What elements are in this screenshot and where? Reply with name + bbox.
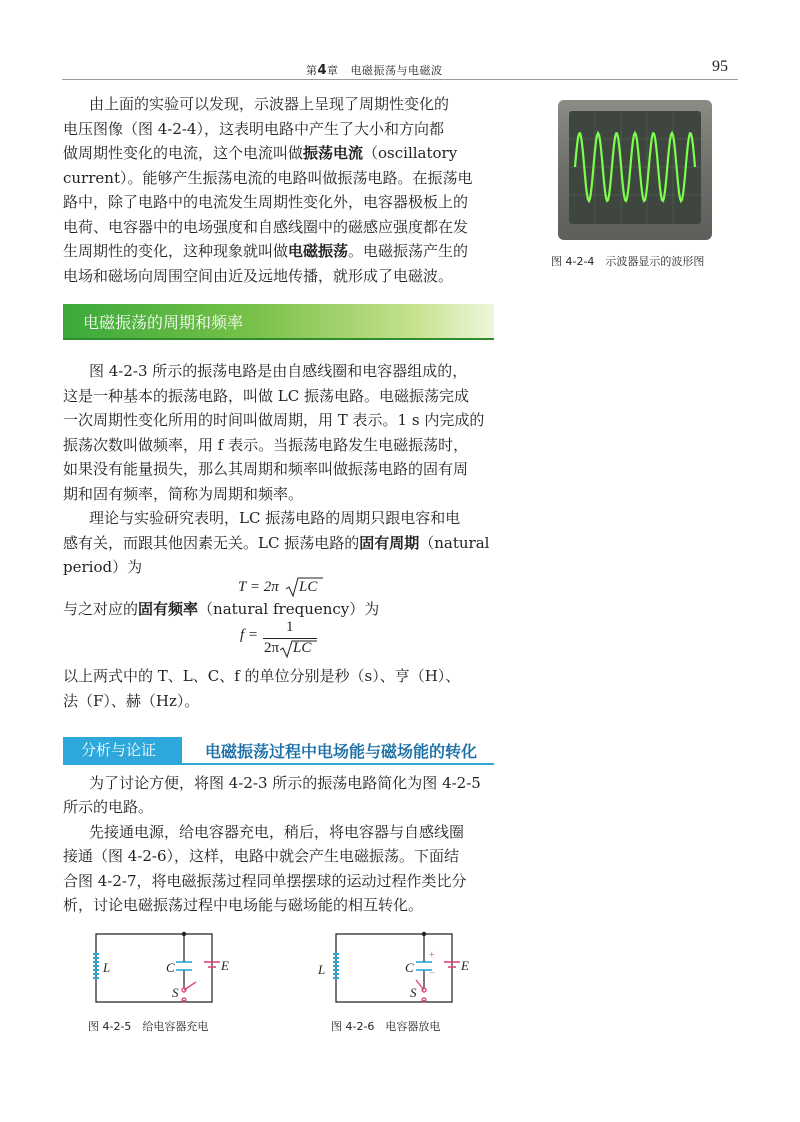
radicand-LC: LC: [299, 579, 318, 595]
radicand-LC: LC: [293, 640, 312, 656]
section-heading-bar: [63, 304, 494, 338]
period-line-10: [63, 597, 495, 622]
analysis-line-4: 接通（图 4-2-6），这样，电路中就会产生电磁振荡。下面结: [63, 847, 460, 865]
label-E-text: E: [461, 958, 469, 973]
inductor-coil: [93, 954, 99, 978]
junction-dot: [182, 932, 186, 936]
figure-caption-4-2-5: 图 4-2-5 给电容器充电: [88, 1020, 209, 1033]
intro-line-1: 由上面的实验可以发现，示波器上呈现了周期性变化的: [89, 95, 450, 113]
period-line-5: 如果没有能量损失，那么其周期和频率叫做振荡电路的固有周: [63, 460, 469, 478]
label-C: [405, 960, 414, 976]
period-line-6: 期和固有频率，简称为周期和频率。: [63, 485, 304, 503]
chapter-number: 4: [317, 63, 328, 78]
formula-f-lhs: f =: [240, 627, 259, 643]
analysis-line-6: 析，讨论电磁振荡过程中电场能与磁场能的相互转化。: [63, 896, 424, 914]
analysis-line-1: 为了讨论方便，将图 4-2-3 所示的振荡电路简化为图 4-2-5: [89, 774, 481, 792]
intro-line-3: [63, 141, 495, 166]
label-E-text: E: [221, 958, 229, 973]
inductor-coil: [333, 954, 339, 978]
formula-frequency-lhs: [240, 627, 258, 644]
minus-sign: −: [429, 968, 435, 979]
analysis-line-3: 先接通电源，给电容器充电，稍后，将电容器与自感线圈: [89, 823, 465, 841]
section-heading-underline: [63, 338, 494, 340]
term-em-oscillation: 电磁振荡: [288, 242, 349, 260]
analysis-title: 电磁振荡过程中电场能与磁场能的转化: [205, 742, 478, 761]
analysis-underline: [63, 763, 494, 765]
page-number: 95: [712, 58, 728, 75]
period-line-8: [63, 531, 495, 556]
analysis-line-5: 合图 4-2-7，将电磁振荡过程同单摆摆球的运动过程作类比分: [63, 872, 467, 890]
period-line-9: period）为: [63, 558, 143, 576]
term-natural-frequency: 固有频率: [138, 600, 199, 618]
label-C-text: C: [405, 960, 414, 975]
term-natural-period: 固有周期: [359, 534, 420, 552]
intro-text: （oscillatory: [363, 144, 458, 162]
label-L: [318, 962, 325, 978]
intro-line-6: 电荷、电容器中的电场强度和自感线圈中的磁感应强度都在发: [63, 218, 469, 236]
period-line-12: 法（F）、赫（Hz）。: [63, 692, 200, 710]
intro-text: 生周期性的变化，这种现象就叫做: [63, 242, 289, 260]
period-text: （natural frequency）为: [198, 600, 380, 618]
capacitor-plates: [176, 962, 192, 970]
analysis-tag: 分析与论证: [63, 737, 182, 763]
circuit-wires: [96, 934, 212, 1002]
formula-frequency-denominator: 2π: [264, 640, 280, 656]
chapter-suffix: 章: [327, 64, 339, 77]
period-line-7: 理论与实验研究表明，LC 振荡电路的周期只跟电容和电: [89, 509, 461, 527]
intro-line-5: 路中，除了电路中的电流发生周期性变化外，电容器极板上的: [63, 193, 469, 211]
label-S: [172, 985, 179, 1001]
period-text: （natural: [419, 534, 490, 552]
intro-line-7: [63, 239, 495, 264]
running-header: [306, 62, 443, 78]
analysis-line-2: 所示的电路。: [63, 798, 154, 816]
formula-frequency-radicand: [293, 640, 311, 657]
label-S-text: S: [410, 985, 417, 1000]
label-S: [410, 985, 417, 1001]
header-rule: [62, 79, 738, 80]
oscilloscope-screen: [569, 111, 701, 224]
label-C-text: C: [166, 960, 175, 975]
formula-frequency-numerator: 1: [286, 619, 294, 635]
period-text: 与之对应的: [63, 600, 139, 618]
period-line-11: 以上两式中的 T、L、C、f 的单位分别是秒（s）、亨（H）、: [63, 667, 461, 685]
period-line-1: 图 4-2-3 所示的振荡电路是由自感线圈和电容器组成的，: [89, 362, 468, 380]
label-C: [166, 960, 175, 976]
label-L-text: L: [318, 962, 326, 977]
label-E: [461, 958, 469, 974]
screen-grid: [569, 111, 701, 224]
period-line-4: 振荡次数叫做频率，用 f 表示。当振荡电路发生电磁振荡时，: [63, 436, 469, 454]
section-heading: 电磁振荡的周期和频率: [83, 313, 244, 332]
figure-caption-4-2-6: 图 4-2-6 电容器放电: [331, 1020, 441, 1033]
junction-dot: [422, 932, 426, 936]
figure-caption-4-2-4: 图 4-2-4 示波器显示的波形图: [551, 255, 705, 268]
sine-wave-trace: [569, 111, 701, 224]
period-text: 感有关，而跟其他因素无关。LC 振荡电路的: [63, 534, 360, 552]
label-E: [221, 958, 229, 974]
label-L-text: L: [103, 960, 111, 975]
chapter-title: 电磁振荡与电磁波: [350, 64, 443, 77]
intro-line-8: 电场和磁场向周围空间由近及远地传播，就形成了电磁波。: [63, 267, 454, 285]
period-line-2: 这是一种基本的振荡电路，叫做 LC 振荡电路。电磁振荡完成: [63, 387, 469, 405]
intro-line-2: 电压图像（图 4-2-4），这表明电路中产生了大小和方向都: [63, 120, 445, 138]
intro-line-4: current）。能够产生振荡电流的电路叫做振荡电路。在振荡电: [63, 169, 473, 187]
label-S-text: S: [172, 985, 179, 1000]
period-line-3: 一次周期性变化所用的时间叫做周期，用 T 表示。1 s 内完成的: [63, 411, 485, 429]
term-oscillating-current: 振荡电流: [303, 144, 364, 162]
intro-text: 。电磁振荡产生的: [348, 242, 469, 260]
formula-period-lhs: T = 2π: [238, 579, 279, 595]
formula-period: [238, 579, 279, 596]
chapter-prefix: 第: [306, 64, 318, 77]
intro-text: 做周期性变化的电流，这个电流叫做: [63, 144, 304, 162]
formula-period-radicand: [299, 579, 317, 596]
label-L: [103, 960, 110, 976]
plus-sign: +: [429, 950, 435, 961]
